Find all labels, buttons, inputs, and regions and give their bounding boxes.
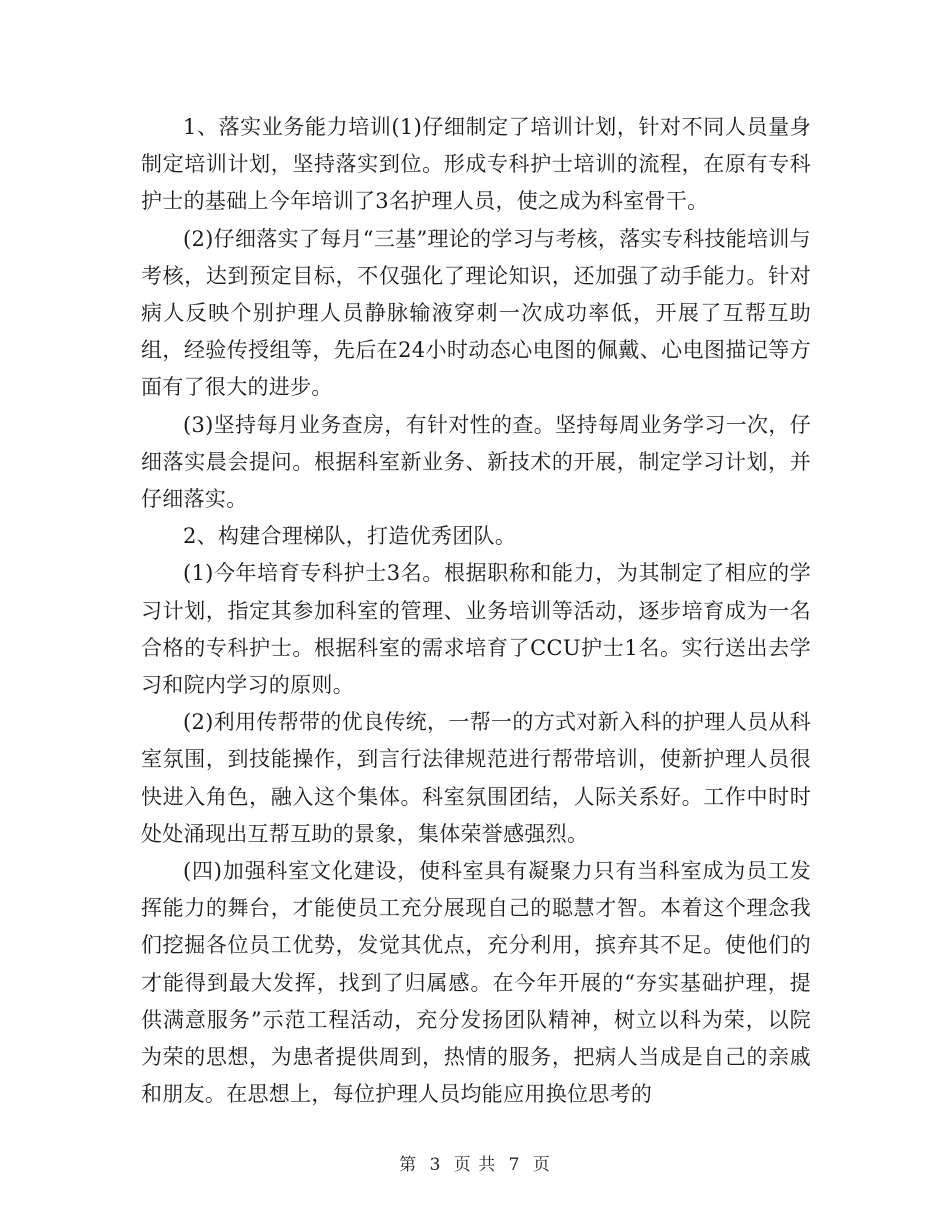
page-total: 7 bbox=[508, 1155, 521, 1175]
paragraph-7: (四)加强科室文化建设，使科室具有凝聚力只有当科室成为员工发挥能力的舞台，才能使员工充分展现自己的聪慧才智。本着这个理念我们挖掘各位员工优势，发觉其优点，充分利用，摈弃其不足。使他们的才能得到最大发挥，找到了归属感。在今年开展的“夯实基础护理，提供满意服务”示范工程活动，充分发扬团队精神，树立以科为荣，以院为荣的思想，为患者提供周到，热情的服务，把病人当成是自己的亲戚和朋友。在思想上，每位护理人员均能应用换位思考的 bbox=[141, 859, 811, 1107]
document-body bbox=[141, 109, 811, 1113]
paragraph-2: (2)仔细落实了每月“三基”理论的学习与考核，落实专科技能培训与考核，达到预定目标，不仅强化了理论知识，还加强了动手能力。针对病人反映个别护理人员静脉输液穿刺一次成功率低，开展了互帮互助组，经验传授组等，先后在24小时动态心电图的佩戴、心电图描记等方面有了很大的进步。 bbox=[141, 226, 811, 400]
footer-middle: 页 共 bbox=[453, 1155, 497, 1175]
footer-prefix: 第 bbox=[399, 1155, 418, 1175]
paragraph-5: (1)今年培育专科护士3名。根据职称和能力，为其制定了相应的学习计划，指定其参加科室的管理、业务培训等活动，逐步培育成为一名合格的专科护士。根据科室的需求培育了CCU护士1名。实行送出去学习和院内学习的原则。 bbox=[141, 561, 811, 698]
paragraph-6: (2)利用传帮带的优良传统，一帮一的方式对新入科的护理人员从科室氛围，到技能操作，到言行法律规范进行帮带培训，使新护理人员很快进入角色，融入这个集体。科室氛围团结，人际关系好。工作中时时处处涌现出互帮互助的景象，集体荣誉感强烈。 bbox=[141, 710, 811, 846]
paragraph-3: (3)坚持每月业务查房，有针对性的查。坚持每周业务学习一次，仔细落实晨会提问。根据科室新业务、新技术的开展，制定学习计划，并仔细落实。 bbox=[141, 412, 811, 512]
page-number: 3 bbox=[429, 1155, 442, 1175]
page-footer bbox=[0, 1150, 950, 1175]
paragraph-4: 2、构建合理梯队，打造优秀团队。 bbox=[183, 524, 517, 549]
paragraph-1: 1、落实业务能力培训(1)仔细制定了培训计划，针对不同人员量身制定培训计划，坚持落实到位。形成专科护士培训的流程，在原有专科护士的基础上今年培训了3名护理人员，使之成为科室骨干。 bbox=[141, 115, 811, 214]
footer-suffix: 页 bbox=[532, 1155, 551, 1175]
